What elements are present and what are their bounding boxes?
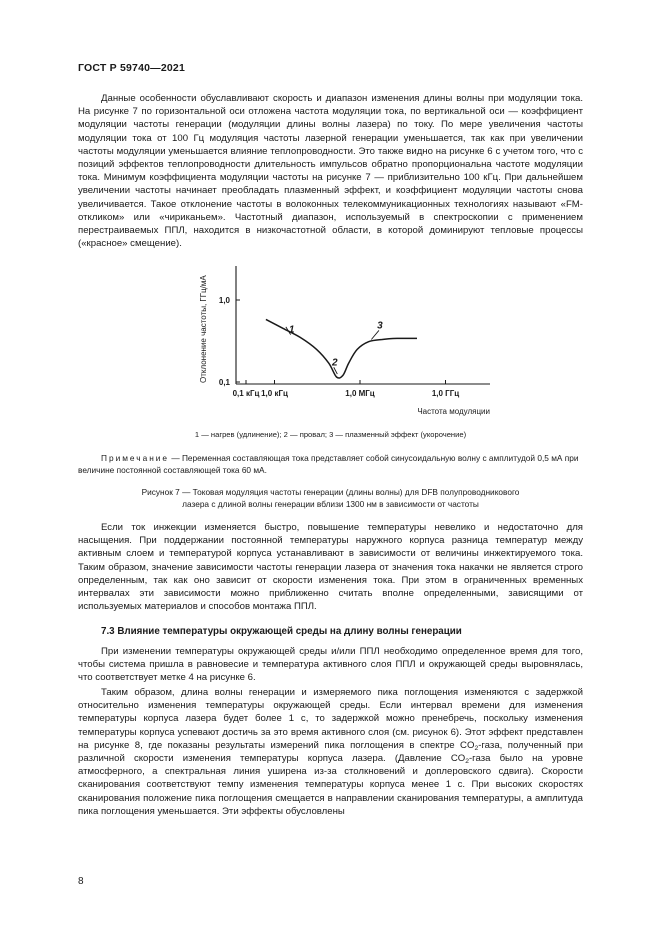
note-text: — Переменная составляющая тока представляет собой синусоидальную волну с амплитудой 0,5 мА при величине постоянной составляющей тока 60 мА. <box>78 453 579 476</box>
chart-annotation-label: 3 <box>377 320 383 332</box>
paragraph-text-part1: Таким образом, длина волны генерации и измеряемого пика поглощения изменяются с задержкой относительно изменения температуры окружающей среды. Если интервал времени для изменения температуры корпуса лазера будет более 1 с, то задержкой можно пренебречь, поскольку изменения температуры корпуса успевают достичь за это время активного слоя (см. рисунок 6). Этот эффект представлен на рисунке 8, где показаны результаты измерений пика поглощения в спектре CO <box>78 687 583 751</box>
chart-annotation-leader <box>371 330 379 339</box>
page-number: 8 <box>78 876 84 887</box>
chart-ylabel: Отклонение частоты, ГГц/мА <box>199 275 208 383</box>
chart-y-tick-label: 0,1 <box>218 378 230 387</box>
note-label: Примечание <box>101 453 170 463</box>
paragraph-injection-current: Если ток инжекции изменяется быстро, повышение температуры невелико и недостаточно для насыщения. При поддержании постоянной температуры наружного корпуса разница температур между активным слоем и температурой корпуса устанавливают в зависимости от величины инжектируемого тока. Таким образом, значение зависимости частоты генерации лазера от значения тока накачки не является строго определенным, так как оно зависит от скорости изменения тока. При этом в ограниченных временных интервалах эти зависимости можно приближенно считать вполне определенными, зависящими от используемых материалов и способов монтажа ППЛ. <box>78 522 583 613</box>
paragraph-intro: Данные особенности обуславливают скорость и диапазон изменения длины волны при модуляции тока. На рисунке 7 по горизонтальной оси отложена частота модуляции тока, по вертикальной оси — коэффициент модуляции частоты генерации (модуляции длины волны лазера) по току. По мере увеличения частоты модуляции тока от 100 Гц модуляция частоты лазерной генерации уменьшается, так как при увеличении частоты модуляции уменьшается влияние теплопроводности. Это также видно на рисунке 6 с учетом того, что с позиций эффектов теплопроводности длительность импульсов обратно пропорциональна частоте модуляции тока. Минимум коэффициента модуляции частоты на рисунке 7 — приблизительно 100 кГц. При дальнейшем увеличении частоты начинает преобладать плазменный эффект, и коэффициент модуляции частоты снова увеличивается. Такое отклонение частоты в волоконных телекоммуникационных технологиях называют «FM-откликом» или «чириканьем». Частотный диапазон, используемый в спектроскопии с применением перестраиваемых ППЛ, находится в низкочастотной области, в которой доминируют тепловые процессы («красное» смещение). <box>78 93 583 250</box>
chart-annotation-label: 1 <box>288 324 295 336</box>
paragraph-wavelength-delay <box>78 686 583 818</box>
figure-caption-line2: лазера с длиной волны генерации вблизи 1300 нм в зависимости от частоты <box>182 499 479 510</box>
chart-x-tick-label: 1,0 МГц <box>345 389 375 398</box>
section-title: 7.3 Влияние температуры окружающей среды на длину волны генерации <box>101 626 462 637</box>
paragraph-text-part2: -газа, полученный при различной скорости изменения температуры корпуса лазера. (Давление CO <box>78 739 583 765</box>
figure-caption <box>78 486 583 511</box>
chart-x-tick-label: 0,1 кГц <box>232 389 260 398</box>
frequency-modulation-chart <box>190 258 500 428</box>
chart-xlabel: Частота модуляции <box>417 407 490 416</box>
document-header: ГОСТ Р 59740—2021 <box>78 62 186 74</box>
chart-x-tick-label: 1,0 ГГц <box>431 389 460 398</box>
figure-note <box>78 452 583 477</box>
figure-caption-line1: Рисунок 7 — Токовая модуляция частоты генерации (длины волны) для DFB полупроводникового <box>141 487 520 497</box>
figure-legend: 1 — нагрев (удлинение); 2 — провал; 3 — плазменный эффект (укорочение) <box>194 430 467 439</box>
co2-subscript-2: 2 <box>465 758 469 766</box>
chart-x-tick-label: 1,0 кГц <box>261 389 288 398</box>
co2-subscript-1: 2 <box>474 744 479 752</box>
paragraph-text-part3: -газа было на уровне атмосферного, а спектральная линия уширена из-за столкновений и доплеровского сдвига). Скорости сканирования соответствуют темпу изменения температуры корпуса менее 1 с. При высоких скоростях сканирования положение пика поглощения смещается в направлении сканирования температуры, а амплитуда пика поглощения уменьшается. Эти эффекты обусловлены <box>78 753 583 817</box>
paragraph-temperature-equilibrium: При изменении температуры окружающей среды и/или ППЛ необходимо определенное время для того, чтобы система пришла в равновесие и температура активного слоя ППЛ и окружающей среды выровнялась, что соответствует метке 4 на рисунке 6. <box>78 646 583 684</box>
chart-annotation-label: 2 <box>331 357 338 369</box>
chart-y-tick-label: 1,0 <box>218 296 230 305</box>
